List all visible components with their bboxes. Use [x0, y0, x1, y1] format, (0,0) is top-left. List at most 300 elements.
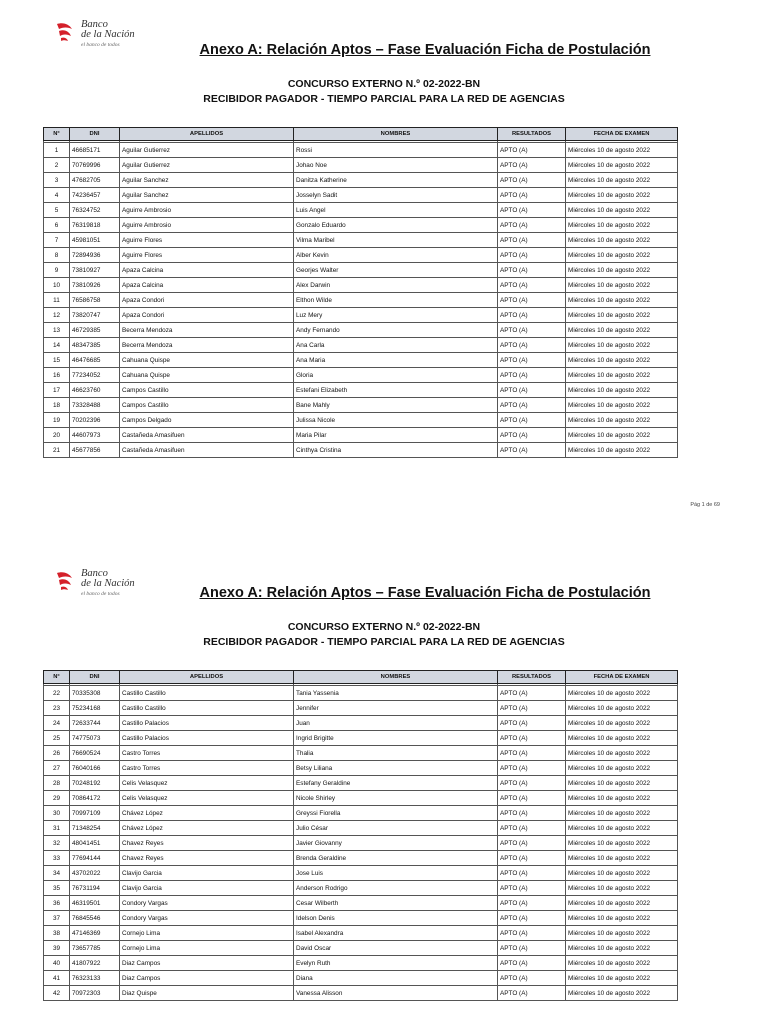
cell-names: Cesar Wilberth: [294, 896, 498, 911]
logo-brand-text: Banco de la Nación: [81, 19, 135, 40]
table-row: [44, 323, 678, 338]
cell-surnames: Diaz Campos: [120, 971, 294, 986]
cell-number: 6: [44, 218, 70, 233]
cell-exam-date: Miércoles 10 de agosto 2022: [566, 443, 678, 458]
table-row: [44, 866, 678, 881]
cell-exam-date: Miércoles 10 de agosto 2022: [566, 941, 678, 956]
cell-names: Thalia: [294, 746, 498, 761]
cell-dni: 73810927: [70, 263, 120, 278]
cell-number: 32: [44, 836, 70, 851]
table-row: [44, 278, 678, 293]
cell-number: 34: [44, 866, 70, 881]
cell-dni: 46685171: [70, 143, 120, 158]
cell-dni: 73657785: [70, 941, 120, 956]
cell-number: 5: [44, 203, 70, 218]
cell-dni: 76845546: [70, 911, 120, 926]
cell-result: APTO (A): [498, 866, 566, 881]
cell-dni: 76319818: [70, 218, 120, 233]
cell-exam-date: Miércoles 10 de agosto 2022: [566, 896, 678, 911]
cell-surnames: Condory Vargas: [120, 911, 294, 926]
cell-number: 1: [44, 143, 70, 158]
cell-exam-date: Miércoles 10 de agosto 2022: [566, 293, 678, 308]
table-row: [44, 881, 678, 896]
table-row: [44, 941, 678, 956]
table-row: [44, 143, 678, 158]
cell-dni: 76586758: [70, 293, 120, 308]
cell-surnames: Diaz Campos: [120, 956, 294, 971]
cell-names: Anderson Rodrigo: [294, 881, 498, 896]
table-row: [44, 413, 678, 428]
cell-names: Idelson Denis: [294, 911, 498, 926]
cell-dni: 76324752: [70, 203, 120, 218]
results-table: [43, 670, 678, 1001]
cell-number: 21: [44, 443, 70, 458]
cell-surnames: Chávez López: [120, 806, 294, 821]
table-row: [44, 248, 678, 263]
cell-result: APTO (A): [498, 158, 566, 173]
cell-names: Brenda Geraldine: [294, 851, 498, 866]
cell-names: Alber Kevin: [294, 248, 498, 263]
cell-exam-date: Miércoles 10 de agosto 2022: [566, 851, 678, 866]
cell-result: APTO (A): [498, 806, 566, 821]
cell-result: APTO (A): [498, 701, 566, 716]
page-title: Anexo A: Relación Aptos – Fase Evaluación Ficha de Postulación: [199, 42, 651, 58]
cell-names: Cinthya Cristina: [294, 443, 498, 458]
cell-names: Ingrid Brigitte: [294, 731, 498, 746]
cell-names: Nicole Shirley: [294, 791, 498, 806]
logo-tagline: el banco de todos: [81, 591, 120, 597]
cell-surnames: Apaza Condori: [120, 293, 294, 308]
cell-number: 11: [44, 293, 70, 308]
cell-names: Gonzalo Eduardo: [294, 218, 498, 233]
cell-result: APTO (A): [498, 731, 566, 746]
cell-surnames: Aguilar Sanchez: [120, 188, 294, 203]
cell-exam-date: Miércoles 10 de agosto 2022: [566, 881, 678, 896]
cell-exam-date: Miércoles 10 de agosto 2022: [566, 188, 678, 203]
cell-number: 33: [44, 851, 70, 866]
cell-dni: 44607973: [70, 428, 120, 443]
cell-exam-date: Miércoles 10 de agosto 2022: [566, 686, 678, 701]
cell-number: 27: [44, 761, 70, 776]
cell-result: APTO (A): [498, 398, 566, 413]
cell-dni: 70972303: [70, 986, 120, 1001]
cell-names: Julissa Nicole: [294, 413, 498, 428]
cell-exam-date: Miércoles 10 de agosto 2022: [566, 398, 678, 413]
cell-number: 13: [44, 323, 70, 338]
cell-surnames: Chávez López: [120, 821, 294, 836]
table-row: [44, 701, 678, 716]
header-col-names: NOMBRES: [294, 128, 498, 141]
cell-dni: 73328488: [70, 398, 120, 413]
table-row: [44, 398, 678, 413]
table-row: [44, 971, 678, 986]
cell-surnames: Chavez Reyes: [120, 836, 294, 851]
cell-exam-date: Miércoles 10 de agosto 2022: [566, 986, 678, 1001]
cell-dni: 47682705: [70, 173, 120, 188]
cell-surnames: Cahuana Quispe: [120, 368, 294, 383]
table-row: [44, 731, 678, 746]
cell-number: 38: [44, 926, 70, 941]
cell-number: 31: [44, 821, 70, 836]
cell-names: Bane Mahly: [294, 398, 498, 413]
cell-surnames: Aguilar Gutierrez: [120, 143, 294, 158]
cell-names: Estefany Geraldine: [294, 776, 498, 791]
contest-name: CONCURSO EXTERNO N.º 02-2022-BN: [287, 621, 481, 633]
cell-number: 40: [44, 956, 70, 971]
cell-number: 41: [44, 971, 70, 986]
cell-surnames: Castro Torres: [120, 746, 294, 761]
cell-dni: 70864172: [70, 791, 120, 806]
cell-exam-date: Miércoles 10 de agosto 2022: [566, 308, 678, 323]
cell-dni: 41807922: [70, 956, 120, 971]
cell-result: APTO (A): [498, 218, 566, 233]
cell-result: APTO (A): [498, 836, 566, 851]
cell-result: APTO (A): [498, 971, 566, 986]
cell-surnames: Campos Castillo: [120, 398, 294, 413]
cell-dni: 47146369: [70, 926, 120, 941]
logo-brand-text: Banco de la Nación: [81, 568, 135, 589]
cell-exam-date: Miércoles 10 de agosto 2022: [566, 956, 678, 971]
cell-exam-date: Miércoles 10 de agosto 2022: [566, 263, 678, 278]
cell-number: 23: [44, 701, 70, 716]
cell-exam-date: Miércoles 10 de agosto 2022: [566, 143, 678, 158]
cell-number: 16: [44, 368, 70, 383]
table-row: [44, 686, 678, 701]
cell-number: 36: [44, 896, 70, 911]
cell-exam-date: Miércoles 10 de agosto 2022: [566, 248, 678, 263]
cell-surnames: Condory Vargas: [120, 896, 294, 911]
cell-result: APTO (A): [498, 383, 566, 398]
cell-result: APTO (A): [498, 941, 566, 956]
cell-surnames: Aguirre Flores: [120, 248, 294, 263]
cell-result: APTO (A): [498, 173, 566, 188]
cell-names: Vanessa Alisson: [294, 986, 498, 1001]
cell-surnames: Apaza Calcina: [120, 278, 294, 293]
table-row: [44, 911, 678, 926]
cell-result: APTO (A): [498, 143, 566, 158]
cell-names: Rossi: [294, 143, 498, 158]
cell-surnames: Aguirre Ambrosio: [120, 218, 294, 233]
table-row: [44, 716, 678, 731]
header-col-names: NOMBRES: [294, 671, 498, 684]
position-name: RECIBIDOR PAGADOR - TIEMPO PARCIAL PARA LA RED DE AGENCIAS: [203, 636, 565, 648]
bank-logo-icon: [55, 20, 77, 42]
cell-names: Andy Fernando: [294, 323, 498, 338]
cell-dni: 76690524: [70, 746, 120, 761]
cell-names: Maria Pilar: [294, 428, 498, 443]
cell-names: Alex Darwin: [294, 278, 498, 293]
cell-names: Javier Giovanny: [294, 836, 498, 851]
table-row: [44, 233, 678, 248]
cell-names: Ana Carla: [294, 338, 498, 353]
cell-exam-date: Miércoles 10 de agosto 2022: [566, 836, 678, 851]
cell-surnames: Chavez Reyes: [120, 851, 294, 866]
cell-result: APTO (A): [498, 716, 566, 731]
cell-dni: 70248192: [70, 776, 120, 791]
cell-number: 4: [44, 188, 70, 203]
cell-names: Estefani Elizabeth: [294, 383, 498, 398]
cell-exam-date: Miércoles 10 de agosto 2022: [566, 173, 678, 188]
cell-number: 9: [44, 263, 70, 278]
table-row: [44, 776, 678, 791]
cell-number: 20: [44, 428, 70, 443]
table-row: [44, 293, 678, 308]
cell-names: Juan: [294, 716, 498, 731]
cell-number: 8: [44, 248, 70, 263]
cell-result: APTO (A): [498, 203, 566, 218]
cell-number: 17: [44, 383, 70, 398]
cell-number: 3: [44, 173, 70, 188]
cell-names: Evelyn Ruth: [294, 956, 498, 971]
cell-surnames: Becerra Mendoza: [120, 323, 294, 338]
cell-surnames: Castañeda Amasifuen: [120, 428, 294, 443]
cell-dni: 70202396: [70, 413, 120, 428]
header-col-surnames: APELLIDOS: [120, 671, 294, 684]
cell-dni: 74236457: [70, 188, 120, 203]
cell-exam-date: Miércoles 10 de agosto 2022: [566, 821, 678, 836]
cell-dni: 46623760: [70, 383, 120, 398]
cell-result: APTO (A): [498, 911, 566, 926]
cell-exam-date: Miércoles 10 de agosto 2022: [566, 716, 678, 731]
header-col-result: RESULTADOS: [498, 128, 566, 141]
table-row: [44, 218, 678, 233]
cell-dni: 46729385: [70, 323, 120, 338]
table-row: [44, 308, 678, 323]
cell-names: Jose Luis: [294, 866, 498, 881]
cell-dni: 75234168: [70, 701, 120, 716]
header-col-dni: DNI: [70, 128, 120, 141]
table-row: [44, 761, 678, 776]
table-row: [44, 821, 678, 836]
cell-number: 10: [44, 278, 70, 293]
cell-result: APTO (A): [498, 308, 566, 323]
header-col-result: RESULTADOS: [498, 671, 566, 684]
cell-number: 7: [44, 233, 70, 248]
cell-dni: 77234052: [70, 368, 120, 383]
cell-surnames: Celis Velasquez: [120, 776, 294, 791]
cell-names: Julio César: [294, 821, 498, 836]
cell-names: Diana: [294, 971, 498, 986]
table-row: [44, 791, 678, 806]
cell-result: APTO (A): [498, 368, 566, 383]
cell-exam-date: Miércoles 10 de agosto 2022: [566, 761, 678, 776]
table-header: [44, 128, 678, 141]
cell-surnames: Castañeda Amasifuen: [120, 443, 294, 458]
cell-number: 29: [44, 791, 70, 806]
cell-result: APTO (A): [498, 263, 566, 278]
cell-number: 18: [44, 398, 70, 413]
cell-dni: 70997109: [70, 806, 120, 821]
cell-surnames: Castillo Castillo: [120, 701, 294, 716]
cell-surnames: Campos Delgado: [120, 413, 294, 428]
table-body: [44, 684, 678, 1001]
cell-dni: 76323133: [70, 971, 120, 986]
cell-surnames: Cornejo Lima: [120, 941, 294, 956]
table-row: [44, 806, 678, 821]
results-table: [43, 127, 678, 458]
table-row: [44, 746, 678, 761]
cell-surnames: Castillo Palacios: [120, 731, 294, 746]
cell-number: 15: [44, 353, 70, 368]
cell-result: APTO (A): [498, 338, 566, 353]
cell-number: 42: [44, 986, 70, 1001]
cell-surnames: Aguirre Flores: [120, 233, 294, 248]
cell-names: Jennifer: [294, 701, 498, 716]
cell-surnames: Aguilar Gutierrez: [120, 158, 294, 173]
cell-number: 28: [44, 776, 70, 791]
cell-exam-date: Miércoles 10 de agosto 2022: [566, 203, 678, 218]
cell-number: 2: [44, 158, 70, 173]
cell-surnames: Clavijo Garcia: [120, 866, 294, 881]
cell-exam-date: Miércoles 10 de agosto 2022: [566, 911, 678, 926]
table-row: [44, 428, 678, 443]
cell-names: Johao Noe: [294, 158, 498, 173]
table-row: [44, 158, 678, 173]
cell-result: APTO (A): [498, 323, 566, 338]
cell-names: Gloria: [294, 368, 498, 383]
table-row: [44, 836, 678, 851]
cell-result: APTO (A): [498, 956, 566, 971]
table-row: [44, 383, 678, 398]
header-col-surnames: APELLIDOS: [120, 128, 294, 141]
cell-result: APTO (A): [498, 746, 566, 761]
cell-result: APTO (A): [498, 293, 566, 308]
cell-exam-date: Miércoles 10 de agosto 2022: [566, 428, 678, 443]
table-row: [44, 896, 678, 911]
cell-surnames: Apaza Calcina: [120, 263, 294, 278]
cell-dni: 76731194: [70, 881, 120, 896]
cell-names: Luis Angel: [294, 203, 498, 218]
table-row: [44, 353, 678, 368]
cell-surnames: Cahuana Quispe: [120, 353, 294, 368]
document-page-2: [0, 555, 768, 1024]
cell-names: Josselyn Sadit: [294, 188, 498, 203]
cell-names: David Oscar: [294, 941, 498, 956]
cell-surnames: Aguirre Ambrosio: [120, 203, 294, 218]
cell-surnames: Aguilar Sanchez: [120, 173, 294, 188]
page-number: Pág 1 de 69: [690, 502, 720, 508]
cell-exam-date: Miércoles 10 de agosto 2022: [566, 731, 678, 746]
cell-result: APTO (A): [498, 413, 566, 428]
cell-names: Luz Mery: [294, 308, 498, 323]
cell-surnames: Castro Torres: [120, 761, 294, 776]
cell-dni: 74775073: [70, 731, 120, 746]
header-col-dni: DNI: [70, 671, 120, 684]
cell-exam-date: Miércoles 10 de agosto 2022: [566, 926, 678, 941]
cell-number: 35: [44, 881, 70, 896]
cell-names: Elthon Wilde: [294, 293, 498, 308]
cell-result: APTO (A): [498, 776, 566, 791]
cell-number: 19: [44, 413, 70, 428]
cell-names: Isabel Alexandra: [294, 926, 498, 941]
cell-dni: 73810926: [70, 278, 120, 293]
cell-result: APTO (A): [498, 248, 566, 263]
cell-surnames: Castillo Palacios: [120, 716, 294, 731]
cell-surnames: Clavijo Garcia: [120, 881, 294, 896]
cell-dni: 70335308: [70, 686, 120, 701]
header-col-number: N°: [44, 671, 70, 684]
cell-result: APTO (A): [498, 278, 566, 293]
cell-names: Ana Maria: [294, 353, 498, 368]
cell-dni: 45981051: [70, 233, 120, 248]
cell-result: APTO (A): [498, 821, 566, 836]
page-title: Anexo A: Relación Aptos – Fase Evaluación Ficha de Postulación: [199, 585, 651, 601]
cell-exam-date: Miércoles 10 de agosto 2022: [566, 338, 678, 353]
cell-result: APTO (A): [498, 353, 566, 368]
cell-dni: 71348254: [70, 821, 120, 836]
cell-number: 24: [44, 716, 70, 731]
cell-number: 37: [44, 911, 70, 926]
cell-number: 25: [44, 731, 70, 746]
cell-dni: 46319501: [70, 896, 120, 911]
table-row: [44, 203, 678, 218]
cell-exam-date: Miércoles 10 de agosto 2022: [566, 368, 678, 383]
cell-dni: 72633744: [70, 716, 120, 731]
cell-surnames: Apaza Condori: [120, 308, 294, 323]
header-col-exam-date: FECHA DE EXAMEN: [566, 128, 678, 141]
table-row: [44, 926, 678, 941]
cell-surnames: Campos Castillo: [120, 383, 294, 398]
cell-exam-date: Miércoles 10 de agosto 2022: [566, 158, 678, 173]
cell-dni: 76040166: [70, 761, 120, 776]
cell-dni: 45677856: [70, 443, 120, 458]
table-row: [44, 986, 678, 1001]
cell-names: Georjes Walter: [294, 263, 498, 278]
logo-tagline: el banco de todos: [81, 42, 120, 48]
cell-result: APTO (A): [498, 851, 566, 866]
cell-number: 14: [44, 338, 70, 353]
cell-names: Danitza Katherine: [294, 173, 498, 188]
cell-exam-date: Miércoles 10 de agosto 2022: [566, 353, 678, 368]
table-row: [44, 173, 678, 188]
table-row: [44, 188, 678, 203]
cell-dni: 77694144: [70, 851, 120, 866]
cell-surnames: Cornejo Lima: [120, 926, 294, 941]
cell-exam-date: Miércoles 10 de agosto 2022: [566, 776, 678, 791]
cell-number: 22: [44, 686, 70, 701]
header-col-number: N°: [44, 128, 70, 141]
cell-names: Betsy Liliana: [294, 761, 498, 776]
cell-names: Vilma Maribel: [294, 233, 498, 248]
cell-exam-date: Miércoles 10 de agosto 2022: [566, 383, 678, 398]
table-body: [44, 141, 678, 458]
table-row: [44, 851, 678, 866]
cell-exam-date: Miércoles 10 de agosto 2022: [566, 278, 678, 293]
cell-number: 30: [44, 806, 70, 821]
table-row: [44, 956, 678, 971]
cell-surnames: Diaz Quispe: [120, 986, 294, 1001]
cell-result: APTO (A): [498, 428, 566, 443]
cell-surnames: Castillo Castillo: [120, 686, 294, 701]
cell-exam-date: Miércoles 10 de agosto 2022: [566, 746, 678, 761]
cell-names: Tania Yassenia: [294, 686, 498, 701]
table-row: [44, 443, 678, 458]
cell-result: APTO (A): [498, 881, 566, 896]
cell-dni: 70769996: [70, 158, 120, 173]
cell-dni: 72894936: [70, 248, 120, 263]
table-row: [44, 338, 678, 353]
header-col-exam-date: FECHA DE EXAMEN: [566, 671, 678, 684]
cell-result: APTO (A): [498, 686, 566, 701]
cell-exam-date: Miércoles 10 de agosto 2022: [566, 218, 678, 233]
cell-exam-date: Miércoles 10 de agosto 2022: [566, 413, 678, 428]
cell-exam-date: Miércoles 10 de agosto 2022: [566, 971, 678, 986]
cell-result: APTO (A): [498, 896, 566, 911]
cell-dni: 46476685: [70, 353, 120, 368]
cell-result: APTO (A): [498, 761, 566, 776]
table-row: [44, 263, 678, 278]
cell-number: 26: [44, 746, 70, 761]
